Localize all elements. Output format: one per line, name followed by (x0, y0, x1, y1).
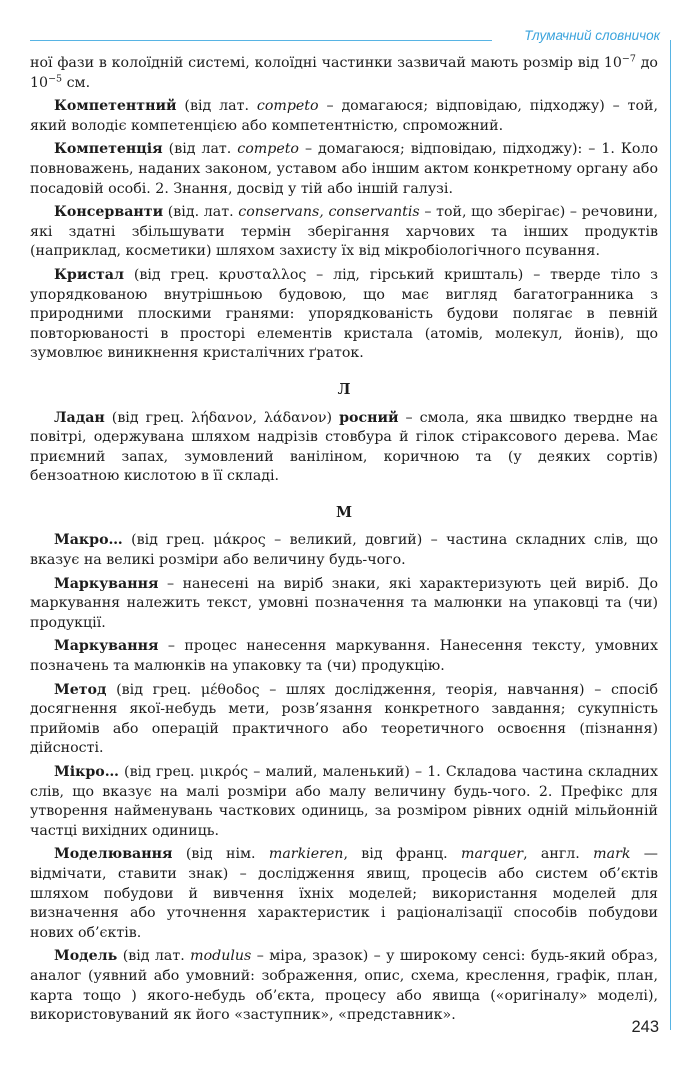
intro-paragraph (30, 54, 658, 93)
entry-term: Маркування (54, 575, 159, 592)
entry-mikro (30, 763, 658, 841)
entry-ladan (30, 409, 658, 487)
entry-text: – нанесені на виріб знаки, які характеризують цей виріб. До маркування належить текст, умовні позначення та малюнки на упаковці та (чи) продукції. (30, 575, 658, 631)
entry-text: – домагаюся; відповідаю, підходжу): – 1. Коло повноважень, наданих законом, уставом або іншим актом конкретному органу або посадовій особі. 2. Знання, досвід у тій або іншій галузі. (30, 141, 659, 197)
running-title: Тлумачний словничок (524, 28, 660, 43)
entry-text: (від грец. μέθοδος – шлях дослідження, теорія, навчання) – спосіб досягнення якої-небудь мети, розв’язання конкретного завдання; сукупність прийомів або операцій практичного або теоретичного освоєння (пізнання) дійсності. (30, 681, 658, 757)
exponent: −5 (48, 72, 63, 84)
entry-term: Консерванти (54, 204, 164, 221)
entry-text: (від грец. λήδανον, λάδανον) (104, 409, 340, 426)
entry-model (30, 947, 658, 1025)
foreign-word: competo (256, 98, 319, 115)
foreign-word: competo (237, 141, 299, 158)
foreign-word: modulus (190, 948, 252, 965)
entry-text: (від грец. μικρός – малий, маленький) – 1. Складова частина складних слів, що вказує на малі розміри або малу величину будь-чого. 2. Префікс для утворення найменувань часткових одиниць, за розміром рівних одній мільйонній частці вихідних одиниць. (30, 764, 658, 839)
entry-metod (30, 681, 658, 759)
foreign-word: mark (593, 846, 631, 863)
exponent: −7 (621, 53, 636, 65)
entry-text: , від франц. (343, 846, 461, 863)
entry-term: Кристал (54, 266, 124, 283)
entry-term: Ладан (54, 409, 105, 426)
entry-text: – смола, яка швидко твердне на повітрі, одержувана шляхом надрізів стовбура й гілок стіраксового дерева. Має приємний запах, зумовлений ваніліном, коричною та (у деяких сортів) бензоатною кислотою в її складі. (30, 409, 659, 485)
intro-text: см. (62, 74, 91, 91)
entry-text: (від лат. (117, 948, 191, 965)
section-letter-m: М (335, 503, 353, 521)
entry-konservanty (30, 203, 658, 262)
foreign-word: markieren (268, 846, 344, 863)
entry-modeliuvannia (30, 845, 658, 943)
entry-kompetentnyi (30, 97, 658, 136)
entry-term: росний (339, 409, 399, 426)
entry-text: (від грец. κρυσταλλος – лід, гірський кришталь) – тверде тіло з упорядкованою внутрішньою будовою, що має вигляд багатогранника з природними плоскими гранями: упорядкованість будови полягає в певній повторюваності в просторі елементів кристала (атомів, молекул, йонів), що зумовлює виникнення кристалічних ґраток. (30, 266, 658, 362)
entry-term: Метод (54, 681, 107, 698)
entry-term: Компетентний (54, 98, 177, 115)
dictionary-text (30, 54, 658, 1026)
foreign-word: conservans, conservantis (238, 204, 420, 221)
entry-term: Мікро… (54, 764, 119, 780)
entry-term: Компетенція (54, 141, 163, 158)
entry-text: – домагаюся; відповідаю, підходжу) – той, який володіє компетенцією або компетентністю, спроможний. (30, 98, 658, 134)
entry-markovannia (30, 575, 658, 634)
entry-krystal (30, 266, 658, 364)
side-rule (670, 40, 671, 1030)
entry-text: – той, що зберігає) – речовини, які здатні збільшувати термін зберігання харчових та інших продуктів (наприклад, косметики) шляхом захисту їх від мікробіологічного псування. (30, 204, 658, 260)
intro-text: ної фази в колоїдній системі, колоїдні частинки зазвичай мають розмір від 10 (30, 55, 622, 71)
entry-term: Макро… (54, 532, 123, 549)
entry-text: — відмічати, ставити знак) – дослідження явищ, процесів або систем об’єктів шляхом побудови й вивчення їхніх моделей; використання моделей для визначення або уточнення характеристик і раціоналізації способів побудови нових об’єктів. (30, 846, 658, 941)
intro-text: до 10 (30, 55, 658, 91)
entry-text: (від. лат. (163, 204, 239, 221)
foreign-word: marquer (460, 846, 524, 863)
entry-text: , англ. (523, 846, 594, 863)
entry-term: Модель (54, 948, 118, 965)
entry-text: – міра, зразок) – у широкому сенсі: будь-який образ, аналог (уявний або умовний: зображення, опис, схема, креслення, графік, план, карта тощо ) якого-небудь об’єкта, процесу або явища («оригіналу» моделі), використовуваний як його «заступник», «представник». (30, 948, 658, 1024)
entry-makro (30, 531, 658, 570)
entry-term: Маркування (54, 638, 159, 655)
entry-kompetentsiia (30, 140, 658, 199)
entry-text: (від грец. μάκρος – великий, довгий) – частина складних слів, що вказує на великі розміри або величину будь-чого. (30, 532, 658, 569)
entry-text: (від лат. (162, 141, 238, 158)
entry-text: (від нім. (172, 846, 269, 863)
header-rule (30, 40, 492, 41)
entry-term: Моделювання (54, 846, 173, 863)
entry-text: – процес нанесення маркування. Нанесення тексту, умовних позначень та малюнків на упаковку та (чи) продукцію. (30, 638, 658, 675)
page-number: 243 (631, 1018, 659, 1036)
section-letter-l: Л (337, 380, 351, 398)
entry-text: (від лат. (176, 98, 257, 115)
entry-markuvannia (30, 637, 658, 676)
